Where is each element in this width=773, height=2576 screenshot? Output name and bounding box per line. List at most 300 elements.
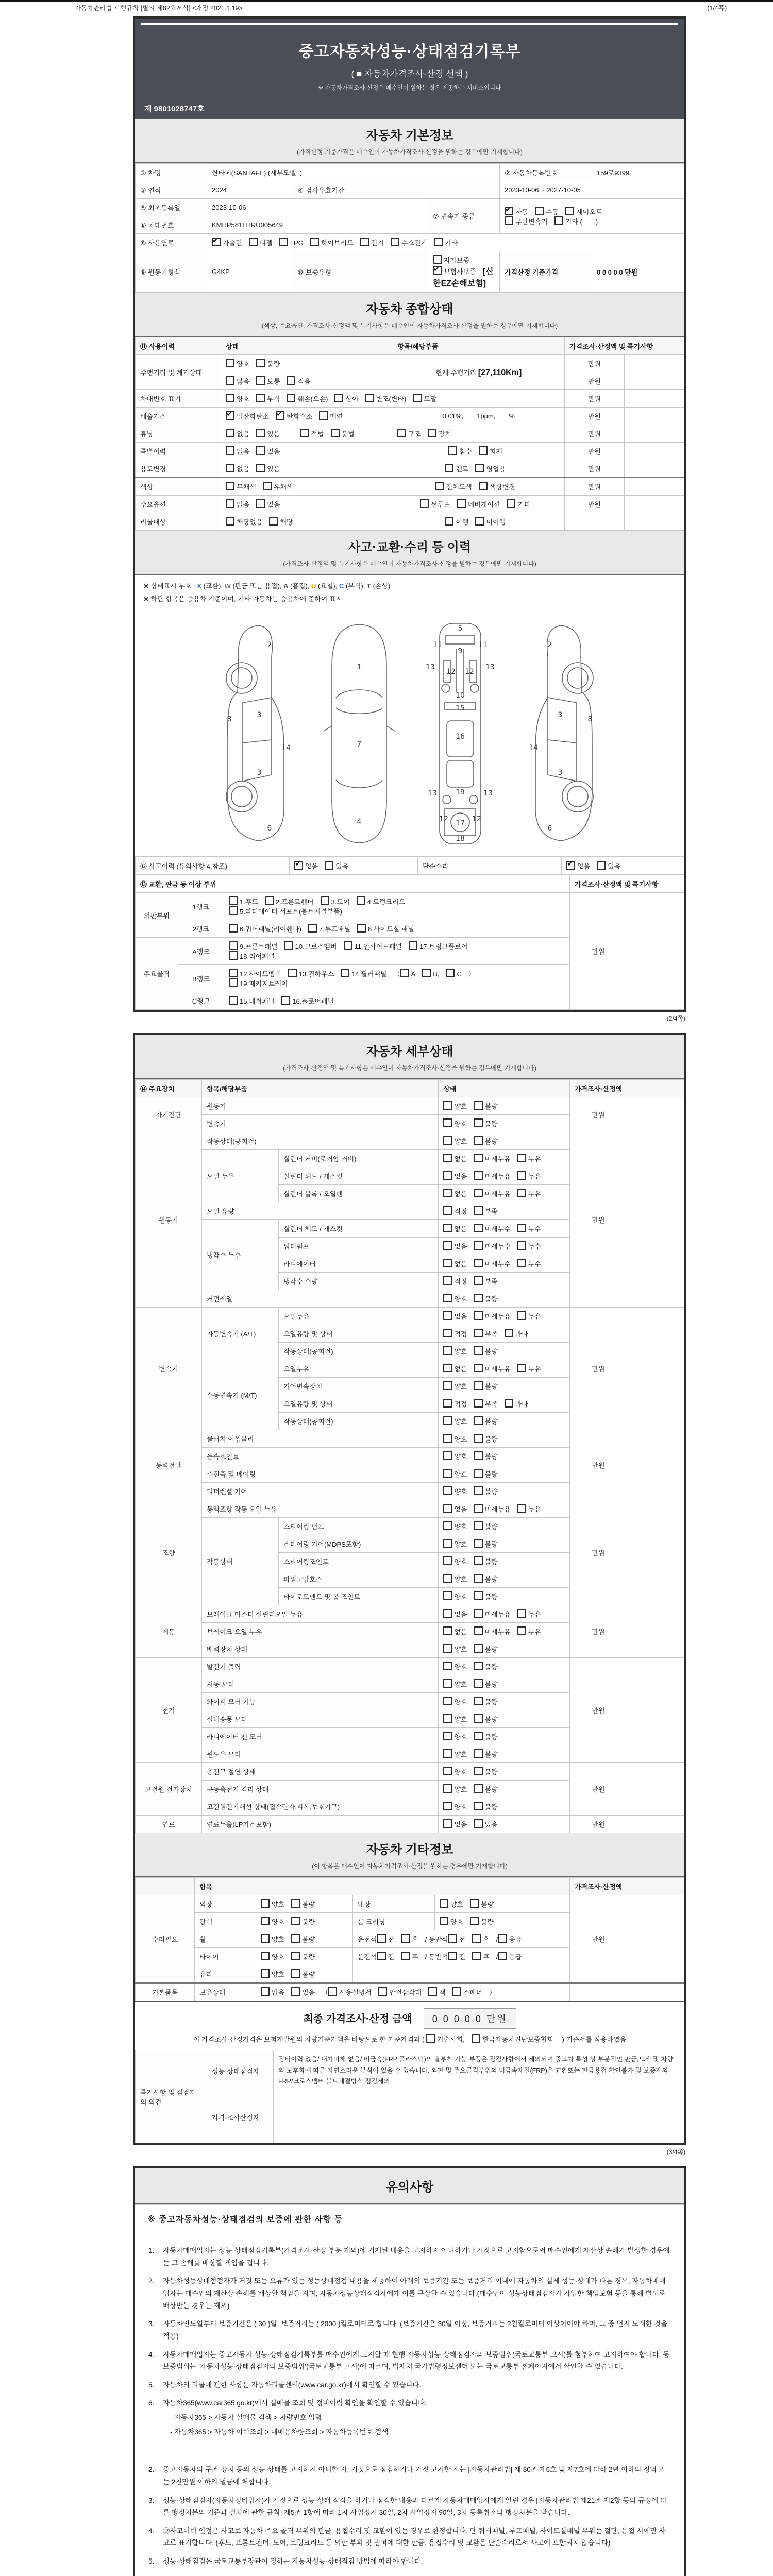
option-없음[interactable] (443, 1626, 467, 1636)
option-양호[interactable] (440, 1899, 463, 1909)
option-한국자동차진단보증협회[interactable] (472, 2034, 553, 2044)
checkbox-icon[interactable] (391, 238, 399, 246)
option-양호[interactable] (443, 1101, 467, 1111)
checkbox-icon[interactable] (498, 1934, 507, 1943)
checkbox-icon[interactable] (443, 1679, 452, 1688)
checkbox-icon[interactable] (474, 1171, 483, 1180)
option-기타[interactable] (434, 238, 458, 247)
checkbox-icon[interactable] (474, 1679, 483, 1688)
checkbox-icon[interactable] (261, 1899, 270, 1908)
checkbox-icon[interactable] (226, 482, 234, 490)
option-미세누유[interactable] (474, 1626, 511, 1636)
option-불량[interactable] (474, 1556, 498, 1566)
checkbox-icon[interactable] (475, 464, 484, 472)
checkbox-icon[interactable] (443, 1486, 452, 1495)
checkbox-icon[interactable] (474, 1662, 483, 1670)
checkbox-icon[interactable] (308, 924, 317, 933)
checkbox-icon[interactable] (226, 429, 234, 437)
option-응급[interactable] (498, 1952, 522, 1961)
checkbox-icon[interactable] (517, 1154, 526, 1162)
option-없음[interactable] (443, 1311, 467, 1321)
option-하이브리드[interactable] (310, 238, 354, 247)
checkbox-icon[interactable] (426, 2034, 435, 2043)
option-1.후드[interactable] (229, 896, 258, 906)
checkbox-icon[interactable] (256, 394, 265, 402)
checkbox-icon[interactable] (365, 394, 374, 402)
option-무단변속기[interactable] (505, 216, 548, 226)
checkbox-icon[interactable] (474, 1714, 483, 1723)
option-부족[interactable] (474, 1276, 498, 1286)
option-적정[interactable] (443, 1329, 467, 1338)
checkbox-icon[interactable] (360, 238, 369, 246)
checkbox-icon[interactable] (474, 1399, 483, 1408)
checkbox-icon[interactable] (517, 1364, 526, 1372)
checkbox-icon[interactable] (517, 1609, 526, 1618)
checkbox-icon[interactable] (474, 1224, 483, 1232)
option-누유[interactable] (517, 1609, 541, 1619)
option-양호[interactable] (443, 1346, 467, 1356)
checkbox-icon[interactable] (474, 1154, 483, 1162)
checkbox-icon[interactable] (505, 216, 513, 225)
checkbox-icon[interactable] (474, 1189, 483, 1197)
checkbox-icon[interactable] (457, 499, 466, 508)
checkbox-icon[interactable] (344, 941, 352, 950)
checkbox-icon[interactable] (284, 941, 293, 950)
option-불량[interactable] (474, 1679, 498, 1689)
checkbox-icon[interactable] (443, 1136, 452, 1145)
checkbox-icon[interactable] (474, 1416, 483, 1425)
option-없음[interactable] (443, 1224, 467, 1233)
checkbox-icon[interactable] (474, 1644, 483, 1653)
checkbox-icon[interactable] (517, 1504, 526, 1513)
checkbox-icon[interactable] (443, 1609, 452, 1618)
checkbox-icon[interactable] (505, 1329, 513, 1337)
option-양호[interactable] (443, 1644, 467, 1654)
checkbox-icon[interactable] (474, 1469, 483, 1478)
option-18.리어패널[interactable] (229, 951, 275, 961)
option-미세누수[interactable] (474, 1259, 511, 1268)
option-장치[interactable] (428, 429, 451, 438)
option-누유[interactable] (517, 1504, 541, 1514)
checkbox-icon[interactable] (377, 1934, 386, 1943)
checkbox-icon[interactable] (472, 2034, 480, 2043)
option-없음[interactable] (566, 861, 590, 871)
option-양호[interactable] (443, 1749, 467, 1759)
option-14.필러패널[interactable] (341, 969, 386, 978)
checked-checkbox-icon[interactable] (226, 411, 234, 420)
checkbox-icon[interactable] (474, 1329, 483, 1337)
checkbox-icon[interactable] (413, 394, 422, 402)
checkbox-icon[interactable] (226, 376, 234, 385)
checkbox-icon[interactable] (226, 517, 234, 526)
option-양호[interactable] (443, 1679, 467, 1689)
option-없음[interactable] (261, 1987, 284, 1997)
checkbox-icon[interactable] (470, 1917, 479, 1925)
option-15.대쉬패널[interactable] (229, 996, 275, 1006)
option-13.휠하우스[interactable] (288, 969, 334, 978)
checkbox-icon[interactable] (535, 207, 544, 215)
checkbox-icon[interactable] (401, 1934, 410, 1943)
checkbox-icon[interactable] (470, 1899, 479, 1908)
option-부족[interactable] (474, 1206, 498, 1216)
option-양호[interactable] (443, 1136, 467, 1146)
option-양호[interactable] (226, 359, 249, 368)
option-양호[interactable] (443, 1732, 467, 1741)
option-미세누유[interactable] (474, 1154, 511, 1163)
checkbox-icon[interactable] (474, 1767, 483, 1775)
checkbox-icon[interactable] (443, 1189, 452, 1197)
checkbox-icon[interactable] (517, 1224, 526, 1232)
option-후[interactable] (401, 1934, 418, 1944)
checked-checkbox-icon[interactable] (276, 411, 284, 420)
checkbox-icon[interactable] (479, 482, 488, 490)
option-7.루프패널[interactable] (308, 924, 350, 934)
checkbox-icon[interactable] (474, 1206, 483, 1215)
option-미세누유[interactable] (474, 1311, 511, 1321)
checkbox-icon[interactable] (420, 499, 429, 508)
option-수동[interactable] (535, 207, 559, 216)
option-양호[interactable] (261, 1952, 284, 1961)
option-보험사보증[interactable] (433, 266, 476, 276)
option-3.도어[interactable] (321, 896, 350, 906)
checkbox-icon[interactable] (443, 1171, 452, 1180)
checkbox-icon[interactable] (334, 394, 343, 402)
option-스패너[interactable] (452, 1987, 482, 1997)
option-누유[interactable] (517, 1189, 541, 1198)
option-부식[interactable] (256, 394, 280, 403)
checkbox-icon[interactable] (443, 1381, 452, 1390)
option-양호[interactable] (443, 1662, 467, 1671)
option-적음[interactable] (287, 376, 310, 386)
option-5.라디에이터 서포트(볼트체결부품)[interactable] (229, 906, 342, 916)
option-양호[interactable] (440, 1917, 463, 1926)
option-많음[interactable] (226, 376, 249, 386)
option-기타[interactable] (507, 499, 530, 509)
option-누유[interactable] (517, 1154, 541, 1163)
option-불량[interactable] (470, 1917, 494, 1926)
checkbox-icon[interactable] (261, 1952, 270, 1960)
option-색상변경[interactable] (479, 482, 515, 492)
checkbox-icon[interactable] (517, 1171, 526, 1180)
checkbox-icon[interactable] (472, 1952, 481, 1960)
option-양호[interactable] (261, 1917, 284, 1926)
option-불량[interactable] (474, 1294, 498, 1303)
checkbox-icon[interactable] (565, 207, 574, 215)
option-화재[interactable] (479, 446, 502, 456)
checkbox-icon[interactable] (474, 1732, 483, 1740)
checkbox-icon[interactable] (443, 1364, 452, 1372)
checkbox-icon[interactable] (226, 499, 234, 508)
checkbox-icon[interactable] (443, 1819, 452, 1828)
checkbox-icon[interactable] (448, 1952, 457, 1960)
option-일산화탄소[interactable] (226, 411, 269, 421)
checkbox-icon[interactable] (443, 1399, 452, 1408)
checkbox-icon[interactable] (443, 1241, 452, 1250)
checkbox-icon[interactable] (226, 446, 234, 455)
option-2.프론트휀더[interactable] (265, 896, 314, 906)
option-불량[interactable] (474, 1802, 498, 1811)
option-불량[interactable] (291, 1934, 315, 1944)
option-9.프론트패널[interactable] (229, 941, 278, 951)
option-도말[interactable] (413, 394, 436, 403)
checkbox-icon[interactable] (226, 359, 234, 367)
option-렌트[interactable] (445, 464, 468, 473)
checkbox-icon[interactable] (443, 1732, 452, 1740)
option-4.트렁크리드[interactable] (357, 896, 406, 906)
option-없음[interactable] (226, 499, 249, 509)
option-불량[interactable] (474, 1381, 498, 1391)
checkbox-icon[interactable] (554, 216, 563, 225)
option-양호[interactable] (261, 1969, 284, 1979)
checkbox-icon[interactable] (440, 1917, 448, 1925)
checkbox-icon[interactable] (474, 1749, 483, 1758)
checkbox-icon[interactable] (472, 1934, 481, 1943)
checkbox-icon[interactable] (310, 238, 319, 246)
checkbox-icon[interactable] (474, 1521, 483, 1530)
option-10.크로스멤버[interactable] (284, 941, 337, 951)
option-변조(변타)[interactable] (365, 394, 406, 403)
checkbox-icon[interactable] (443, 1644, 452, 1653)
checkbox-icon[interactable] (448, 446, 457, 455)
checkbox-icon[interactable] (428, 429, 436, 437)
checkbox-icon[interactable] (357, 896, 365, 905)
option-불량[interactable] (474, 1346, 498, 1356)
checkbox-icon[interactable] (443, 1784, 452, 1793)
checkbox-icon[interactable] (474, 1101, 483, 1110)
checkbox-icon[interactable] (517, 1189, 526, 1197)
option-불량[interactable] (474, 1749, 498, 1759)
checkbox-icon[interactable] (325, 861, 333, 870)
option-후[interactable] (472, 1952, 490, 1961)
option-구조[interactable] (397, 429, 421, 438)
checkbox-icon[interactable] (226, 394, 234, 402)
option-기타 ( )[interactable] (554, 216, 598, 226)
option-미세누유[interactable] (474, 1609, 511, 1619)
option-16.플로어패널[interactable] (281, 996, 334, 1006)
checkbox-icon[interactable] (474, 1574, 483, 1583)
checkbox-icon[interactable] (256, 429, 265, 437)
option-불량[interactable] (474, 1118, 498, 1128)
option-없음[interactable] (443, 1154, 467, 1163)
option-적정[interactable] (443, 1206, 467, 1216)
option-없음[interactable] (443, 1609, 467, 1619)
checkbox-icon[interactable] (474, 1276, 483, 1285)
option-불량[interactable] (474, 1574, 498, 1584)
checkbox-icon[interactable] (517, 1259, 526, 1267)
checkbox-icon[interactable] (265, 896, 274, 905)
checkbox-icon[interactable] (256, 376, 265, 385)
checkbox-icon[interactable] (443, 1521, 452, 1530)
option-양호[interactable] (443, 1486, 467, 1496)
option-양호[interactable] (443, 1469, 467, 1479)
checkbox-icon[interactable] (443, 1294, 452, 1302)
option-영업용[interactable] (475, 464, 506, 473)
option-LPG[interactable] (279, 238, 304, 247)
checkbox-icon[interactable] (443, 1591, 452, 1600)
option-해당없음[interactable] (226, 517, 262, 527)
checkbox-icon[interactable] (475, 517, 484, 526)
option-없음[interactable] (443, 1171, 467, 1181)
option-적정[interactable] (443, 1399, 467, 1409)
option-있음[interactable] (256, 429, 280, 438)
checkbox-icon[interactable] (291, 1917, 300, 1925)
checkbox-icon[interactable] (226, 464, 234, 472)
option-없음[interactable] (443, 1189, 467, 1198)
checkbox-icon[interactable] (422, 969, 431, 977)
option-무채색[interactable] (226, 482, 256, 492)
option-없음[interactable] (443, 1504, 467, 1514)
option-자동[interactable] (505, 207, 528, 216)
option-이행[interactable] (445, 517, 468, 527)
option-8.사이드실 패널[interactable] (357, 924, 414, 934)
checkbox-icon[interactable] (474, 1556, 483, 1565)
checkbox-icon[interactable] (443, 1311, 452, 1320)
checkbox-icon[interactable] (443, 1346, 452, 1355)
option-있음[interactable] (291, 1987, 315, 1997)
checkbox-icon[interactable] (474, 1626, 483, 1635)
checkbox-icon[interactable] (229, 951, 238, 960)
option-양호[interactable] (443, 1556, 467, 1566)
option-매연[interactable] (319, 411, 343, 421)
option-가솔린[interactable] (212, 238, 242, 247)
checkbox-icon[interactable] (291, 1987, 300, 1996)
option-불량[interactable] (474, 1714, 498, 1724)
checkbox-icon[interactable] (249, 238, 258, 246)
option-적정[interactable] (443, 1276, 467, 1286)
option-불량[interactable] (474, 1591, 498, 1601)
option-사용설명서[interactable] (328, 1987, 372, 1997)
checkbox-icon[interactable] (435, 482, 444, 490)
checkbox-icon[interactable] (597, 861, 606, 870)
option-없음[interactable] (226, 429, 249, 438)
option-불량[interactable] (474, 1521, 498, 1531)
option-양호[interactable] (443, 1294, 467, 1303)
checkbox-icon[interactable] (474, 1241, 483, 1250)
option-미세누유[interactable] (474, 1171, 511, 1181)
checkbox-icon[interactable] (256, 499, 265, 508)
checkbox-icon[interactable] (474, 1819, 483, 1828)
option-불량[interactable] (474, 1469, 498, 1479)
option-누유[interactable] (517, 1364, 541, 1374)
option-불량[interactable] (474, 1539, 498, 1549)
checkbox-icon[interactable] (517, 1241, 526, 1250)
checkbox-icon[interactable] (321, 896, 329, 905)
option-전체도색[interactable] (435, 482, 472, 492)
checkbox-icon[interactable] (474, 1451, 483, 1460)
option-양호[interactable] (443, 1767, 467, 1776)
checkbox-icon[interactable] (261, 1934, 270, 1943)
checkbox-icon[interactable] (443, 1539, 452, 1548)
checkbox-icon[interactable] (443, 1574, 452, 1583)
option-전[interactable] (377, 1934, 395, 1944)
checkbox-icon[interactable] (474, 1346, 483, 1355)
option-누유[interactable] (517, 1311, 541, 1321)
option-불량[interactable] (291, 1969, 315, 1979)
checkbox-icon[interactable] (229, 896, 238, 905)
option-양호[interactable] (443, 1521, 467, 1531)
option-안전삼각대[interactable] (378, 1987, 422, 1997)
option-불량[interactable] (474, 1732, 498, 1741)
checkbox-icon[interactable] (443, 1662, 452, 1670)
option-부족[interactable] (474, 1399, 498, 1409)
option-디젤[interactable] (249, 238, 273, 247)
checkbox-icon[interactable] (443, 1697, 452, 1705)
option-불량[interactable] (474, 1662, 498, 1671)
option-없음[interactable] (294, 861, 318, 871)
option-양호[interactable] (443, 1591, 467, 1601)
option-미이행[interactable] (475, 517, 506, 527)
checkbox-icon[interactable] (261, 1917, 270, 1925)
checkbox-icon[interactable] (291, 1899, 300, 1908)
option-양호[interactable] (261, 1934, 284, 1944)
checkbox-icon[interactable] (474, 1591, 483, 1600)
option-침수[interactable] (448, 446, 472, 456)
checkbox-icon[interactable] (474, 1118, 483, 1127)
checkbox-icon[interactable] (474, 1784, 483, 1793)
option-없음[interactable] (226, 464, 249, 473)
checkbox-icon[interactable] (287, 394, 295, 402)
option-불량[interactable] (474, 1136, 498, 1146)
option-양호[interactable] (261, 1899, 284, 1909)
option-불량[interactable] (474, 1101, 498, 1111)
option-11.인사이드패널[interactable] (344, 941, 402, 951)
checkbox-icon[interactable] (401, 1952, 410, 1960)
checkbox-icon[interactable] (443, 1154, 452, 1162)
checkbox-icon[interactable] (474, 1364, 483, 1372)
option-누유[interactable] (517, 1171, 541, 1181)
option-불량[interactable] (474, 1644, 498, 1654)
checkbox-icon[interactable] (378, 1987, 387, 1996)
checkbox-icon[interactable] (474, 1136, 483, 1145)
option-네비게이션[interactable] (457, 499, 500, 509)
checkbox-icon[interactable] (443, 1434, 452, 1443)
option-과다[interactable] (505, 1329, 528, 1338)
option-있음[interactable] (474, 1819, 498, 1829)
option-불량[interactable] (474, 1784, 498, 1794)
checkbox-icon[interactable] (443, 1276, 452, 1285)
checkbox-icon[interactable] (397, 429, 406, 437)
checkbox-icon[interactable] (261, 1969, 270, 1978)
checkbox-icon[interactable] (357, 924, 366, 933)
option-양호[interactable] (443, 1451, 467, 1461)
checkbox-icon[interactable] (474, 1434, 483, 1443)
option-잭[interactable] (428, 1987, 446, 1997)
checkbox-icon[interactable] (428, 1987, 437, 1996)
checkbox-icon[interactable] (474, 1486, 483, 1495)
checkbox-icon[interactable] (474, 1609, 483, 1618)
checkbox-icon[interactable] (229, 941, 238, 950)
option-B,[interactable] (422, 969, 439, 978)
option-있음[interactable] (597, 861, 620, 871)
option-전[interactable] (448, 1934, 466, 1944)
option-전[interactable] (448, 1952, 466, 1961)
option-없음[interactable] (443, 1364, 467, 1374)
checked-checkbox-icon[interactable] (505, 207, 513, 215)
option-불량[interactable] (470, 1899, 494, 1909)
checkbox-icon[interactable] (443, 1416, 452, 1425)
checked-checkbox-icon[interactable] (294, 861, 303, 870)
option-불량[interactable] (256, 359, 280, 368)
option-미세누유[interactable] (474, 1189, 511, 1198)
checkbox-icon[interactable] (263, 482, 272, 490)
option-있음[interactable] (256, 464, 280, 473)
option-양호[interactable] (443, 1381, 467, 1391)
checkbox-icon[interactable] (291, 1952, 300, 1960)
option-세미오토[interactable] (565, 207, 602, 216)
option-전[interactable] (377, 1952, 395, 1961)
checkbox-icon[interactable] (434, 238, 443, 246)
option-과다[interactable] (505, 1399, 528, 1409)
